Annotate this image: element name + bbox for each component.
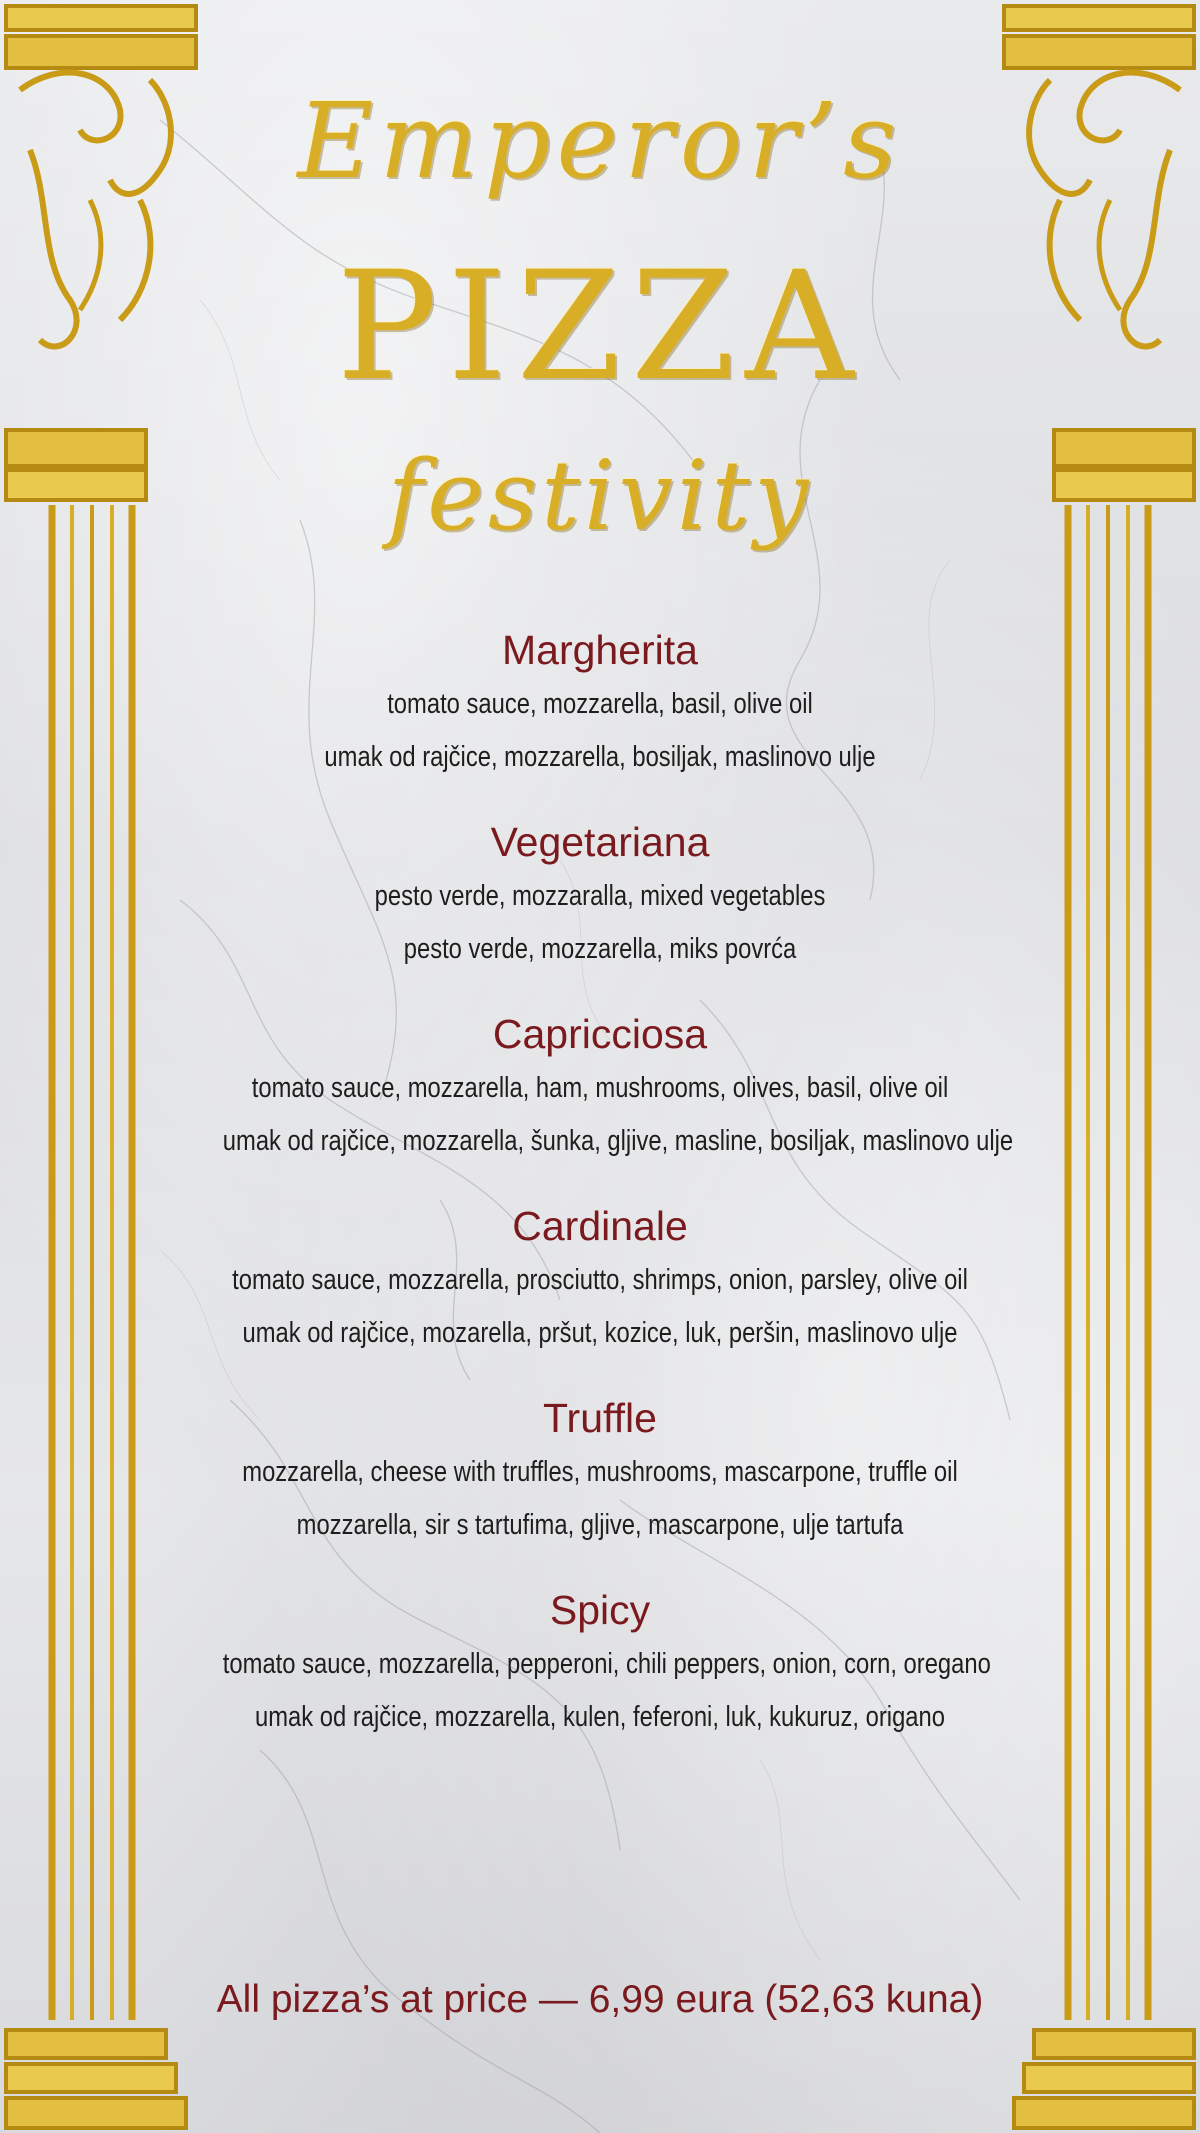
- menu-item-margherita: [140, 622, 1060, 784]
- pizza-ingredients-en: pesto verde, mozzaralla, mixed vegetables: [374, 880, 826, 912]
- pizza-menu-list: [140, 622, 1060, 1774]
- pizza-ingredients-en: mozzarella, cheese with truffles, mushrooms, mascarpone, truffle oil: [242, 1456, 958, 1488]
- pizza-name: Margherita: [502, 627, 698, 673]
- pizza-ingredients-hr: umak od rajčice, mozzarella, šunka, gljive, masline, bosiljak, maslinovo ulje: [222, 1125, 1014, 1157]
- pizza-ingredients-en: tomato sauce, mozzarella, ham, mushrooms, olives, basil, olive oil: [251, 1072, 949, 1104]
- price-note: All pizza’s at price — 6,99 eura (52,63 kuna): [216, 1978, 984, 2021]
- title-festivity: festivity: [387, 440, 813, 552]
- pizza-ingredients-en: tomato sauce, mozzarella, prosciutto, shrimps, onion, parsley, olive oil: [232, 1264, 968, 1296]
- pizza-ingredients-hr: umak od rajčice, mozzarella, kulen, feferoni, luk, kukuruz, origano: [255, 1701, 945, 1733]
- pizza-ingredients-hr: umak od rajčice, mozzarella, bosiljak, maslinovo ulje: [324, 741, 876, 773]
- menu-title: [230, 40, 970, 600]
- pizza-name: Capricciosa: [492, 1011, 708, 1057]
- pizza-name: Truffle: [543, 1395, 657, 1441]
- menu-item-truffle: [140, 1390, 1060, 1552]
- pizza-ingredients-hr: pesto verde, mozzarella, miks povrća: [403, 933, 797, 965]
- pizza-name: Cardinale: [512, 1203, 688, 1249]
- title-emperors: Emperor’s: [297, 80, 903, 202]
- menu-item-cardinale: [140, 1198, 1060, 1360]
- pizza-ingredients-en: tomato sauce, mozzarella, pepperoni, chili peppers, onion, corn, oregano: [222, 1648, 991, 1680]
- title-pizza: PIZZA: [336, 240, 864, 414]
- menu-item-vegetariana: [140, 814, 1060, 976]
- menu-item-capricciosa: [140, 1006, 1060, 1168]
- pizza-ingredients-hr: umak od rajčice, mozarella, pršut, kozice, luk, peršin, maslinovo ulje: [242, 1317, 958, 1349]
- pizza-ingredients-hr: mozzarella, sir s tartufima, gljive, mascarpone, ulje tartufa: [296, 1509, 904, 1541]
- pizza-ingredients-en: tomato sauce, mozzarella, basil, olive oil: [387, 688, 813, 720]
- pizza-name: Spicy: [549, 1587, 651, 1633]
- menu-item-spicy: [140, 1582, 1060, 1744]
- pizza-name: Vegetariana: [490, 819, 710, 865]
